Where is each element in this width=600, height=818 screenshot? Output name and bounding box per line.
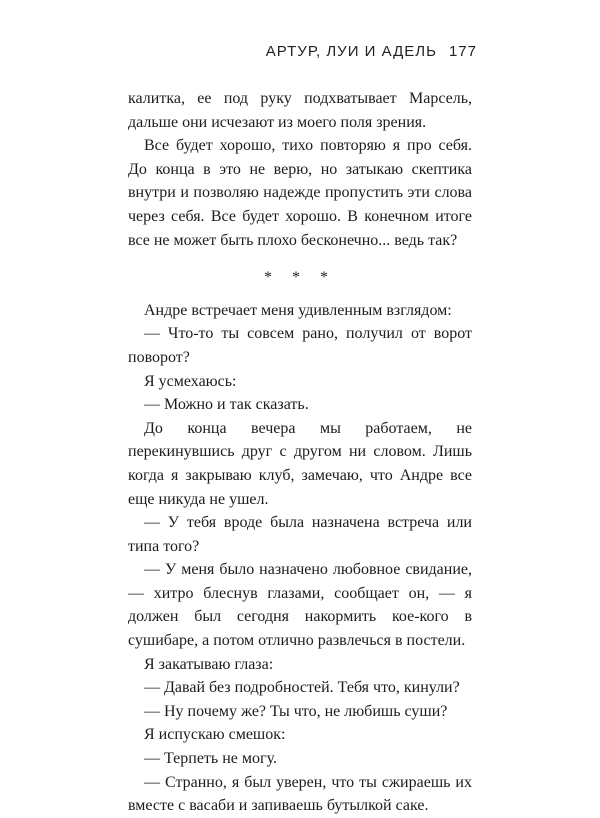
dialogue-line: — Терпеть не могу. <box>144 750 277 768</box>
page-body <box>128 87 472 818</box>
section-separator: * * * <box>264 269 336 287</box>
dialogue-line: — Ну почему же? Ты что, не любишь суши? <box>144 702 448 720</box>
dialogue-line: — У меня было назначено любовное свидание, — хитро блеснув глазами, сообщает он, — я должен был сегодня накормить кое-кого в сушибаре, а потом отлично развлечься в постели. <box>128 561 472 650</box>
paragraph: калитка, ее под руку подхватывает Марсель, дальше они исчезают из моего поля зрения. <box>128 90 472 131</box>
paragraph: Я усмехаюсь: <box>144 372 237 390</box>
paragraph: Я испускаю смешок: <box>144 726 286 744</box>
paragraph: Я закатываю глаза: <box>144 655 274 673</box>
running-header <box>266 43 477 60</box>
running-title: АРТУР, ЛУИ И АДЕЛЬ <box>265 43 437 60</box>
dialogue-line: — Странно, я был уверен, что ты сжираешь их вместе с васаби и запиваешь бутылкой саке. <box>128 773 472 815</box>
dialogue-line: — Можно и так сказать. <box>144 396 309 414</box>
dialogue-line: — Давай без подробностей. Тебя что, кинули? <box>144 679 460 697</box>
paragraph: До конца вечера мы работаем, не перекинувшись друг с другом ни словом. Лишь когда я закрываю клуб, замечаю, что Андре все еще никуда не ушел. <box>128 419 472 508</box>
page-number: 177 <box>448 43 477 60</box>
paragraph: Все будет хорошо, тихо повторяю я про себя. До конца в это не верю, но затыкаю скептика внутри и позволяю надежде пропустить эти слова через себя. Все будет хорошо. В конечном итоге все не может быть плохо бесконечно... ведь так? <box>128 137 472 249</box>
paragraph: Андре встречает меня удивленным взглядом: <box>144 301 452 319</box>
dialogue-line: — Что-то ты совсем рано, получил от ворот поворот? <box>128 325 472 366</box>
dialogue-line: — У тебя вроде была назначена встреча или типа того? <box>128 514 472 555</box>
